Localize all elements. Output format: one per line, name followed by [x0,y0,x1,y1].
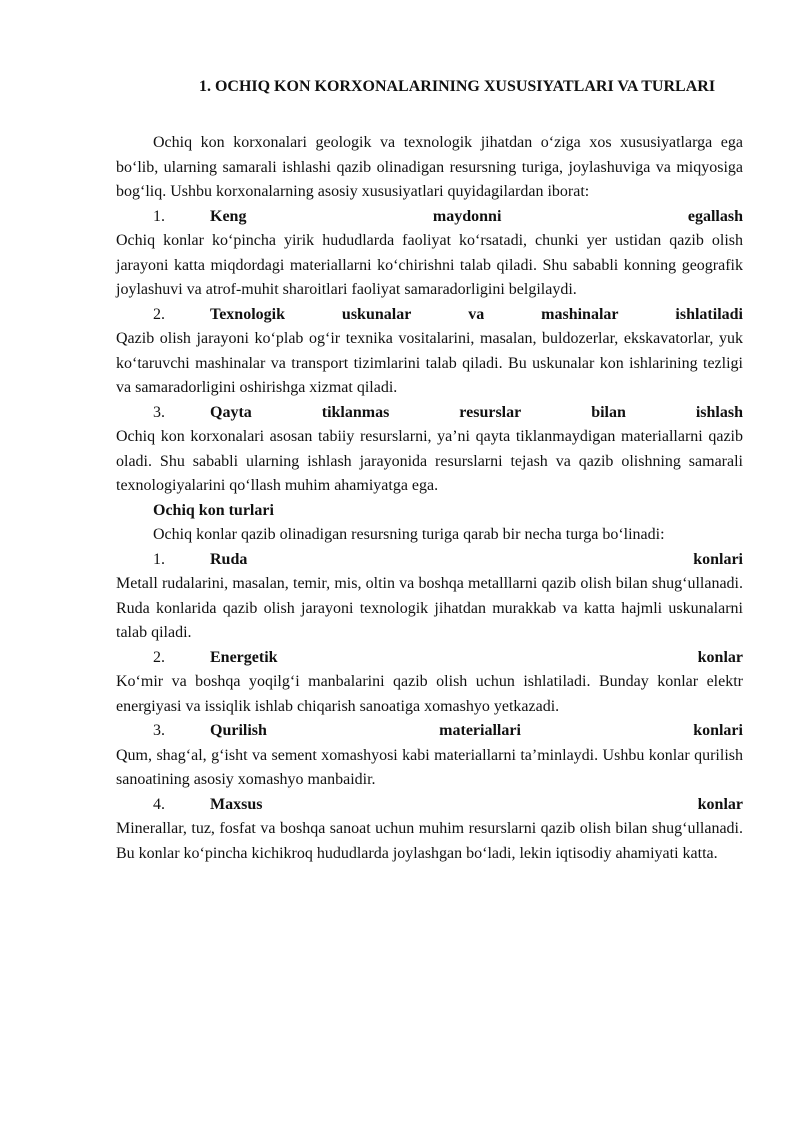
list-item-title-word: Ruda [210,550,248,568]
list-item-title-word: tiklanmas [321,403,390,421]
list-item-number: 1. [153,207,165,225]
features-list [116,205,743,499]
list-item-title-word: konlar [697,795,743,813]
list-item-heading [116,401,743,426]
list-item-text: Ochiq kon korxonalari asosan tabiiy resurslarni, ya’ni qayta tiklanmaydigan materiallarni qazib oladi. Shu sababli ularning ishlash jarayonida resurslarni tejash va qazib olishning samarali texnologiyalarini qo‘llash muhim ahamiyatga ega. [116,428,743,494]
list-item-number: 2. [153,305,165,323]
list-item-heading [116,303,743,328]
list-item-title [210,303,743,328]
list-item-title-word: ishlatiladi [675,305,743,323]
list-item-title-word: resurslar [459,403,522,421]
list-item-title-word: materiallari [439,722,521,739]
list-item-heading [116,793,743,818]
list-item-title-word: konlari [693,550,743,568]
list-item-title-word: Texnologik [210,305,285,323]
list-item-title-word: ishlash [695,403,743,421]
list-item-title-word: egallash [687,207,743,225]
list-item-title [210,548,743,573]
types-list [116,548,743,867]
types-intro: Ochiq konlar qazib olinadigan resursning turiga qarab bir necha turga bo‘linadi: [153,526,665,543]
list-item-heading [116,548,743,573]
document-page [116,75,743,866]
list-item-title-word: Keng [210,207,247,225]
list-item-title-word: Energetik [210,648,278,666]
list-item-title [210,646,743,671]
list-item-text: Metall rudalarini, masalan, temir, mis, oltin va boshqa metalllarni qazib olish bilan shug‘ullanadi. Ruda konlarida qazib olish jarayoni texnologik jihatdan murakkab va katta hajmli uskunalarni talab qiladi. [116,575,743,641]
list-item-title-word: mashinalar [541,305,619,323]
list-item-number: 3. [153,722,165,739]
list-item-title-word: Qayta [210,403,252,421]
list-item-number: 2. [153,648,165,666]
page-title: 1. OCHIQ KON KORXONALARINING XUSUSIYATLARI VA TURLARI [198,78,716,95]
list-item-title-word: Qurilish [210,722,267,739]
list-item-title [210,719,743,744]
list-item-heading [116,205,743,230]
list-item-number: 1. [153,550,165,568]
list-item-text: Ko‘mir va boshqa yoqilg‘i manbalarini qazib olish uchun ishlatiladi. Bunday konlar elektr energiyasi va issiqlik ishlab chiqarish sanoatiga xomashyo yetkazadi. [116,673,743,715]
list-item-title [210,401,743,426]
list-item-text: Qum, shag‘al, g‘isht va sement xomashyosi kabi materiallarni ta’minlaydi. Ushbu konlar qurilish sanoatining asosiy xomashyo manbaidir. [116,746,743,788]
list-item-title-word: uskunalar [341,305,412,323]
list-item-title-word: Maxsus [210,795,263,813]
intro-paragraph: Ochiq kon korxonalari geologik va texnologik jihatdan o‘ziga xos xususiyatlarga ega bo‘lib, ularning samarali ishlashi qazib olinadigan resursning turiga, joylashuviga va miqyosiga bog‘liq. Ushbu korxonalarning asosiy xususiyatlari quyidagilardan iborat: [116,134,743,200]
list-item-heading [116,719,743,744]
types-heading: Ochiq kon turlari [153,501,274,519]
list-item-title-word: konlar [697,648,743,666]
list-item-heading [116,646,743,671]
list-item-number: 4. [153,795,165,813]
list-item-text: Ochiq konlar ko‘pincha yirik hududlarda faoliyat ko‘rsatadi, chunki yer ustidan qazib olish jarayoni katta miqdordagi materiallarni ko‘chirishni talab qiladi. Shu sababli konning geografik joylashuvi va atrof-muhit sharoitlari faoliyat samaradorligini belgilaydi. [116,232,743,298]
list-item-text: Minerallar, tuz, fosfat va boshqa sanoat uchun muhim resurslarni qazib olish bilan shug‘ullanadi. Bu konlar ko‘pincha kichikroq hududlarda joylashgan bo‘ladi, lekin iqtisodiy ahamiyati katta. [116,820,743,862]
list-item-number: 3. [153,403,165,421]
list-item-title-word: bilan [591,403,626,421]
list-item-title-word: va [468,305,485,323]
list-item-text: Qazib olish jarayoni ko‘plab og‘ir texnika vositalarini, masalan, buldozerlar, ekskavatorlar, yuk ko‘taruvchi mashinalar va transport tizimlarini talab qiladi. Bu uskunalar kon ishlarining tezligi va samaradorligini oshirishga xizmat qiladi. [116,330,743,396]
list-item-title [210,205,743,230]
list-item-title [210,793,743,818]
list-item-title-word: maydonni [432,207,502,225]
list-item-title-word: konlari [693,722,743,739]
